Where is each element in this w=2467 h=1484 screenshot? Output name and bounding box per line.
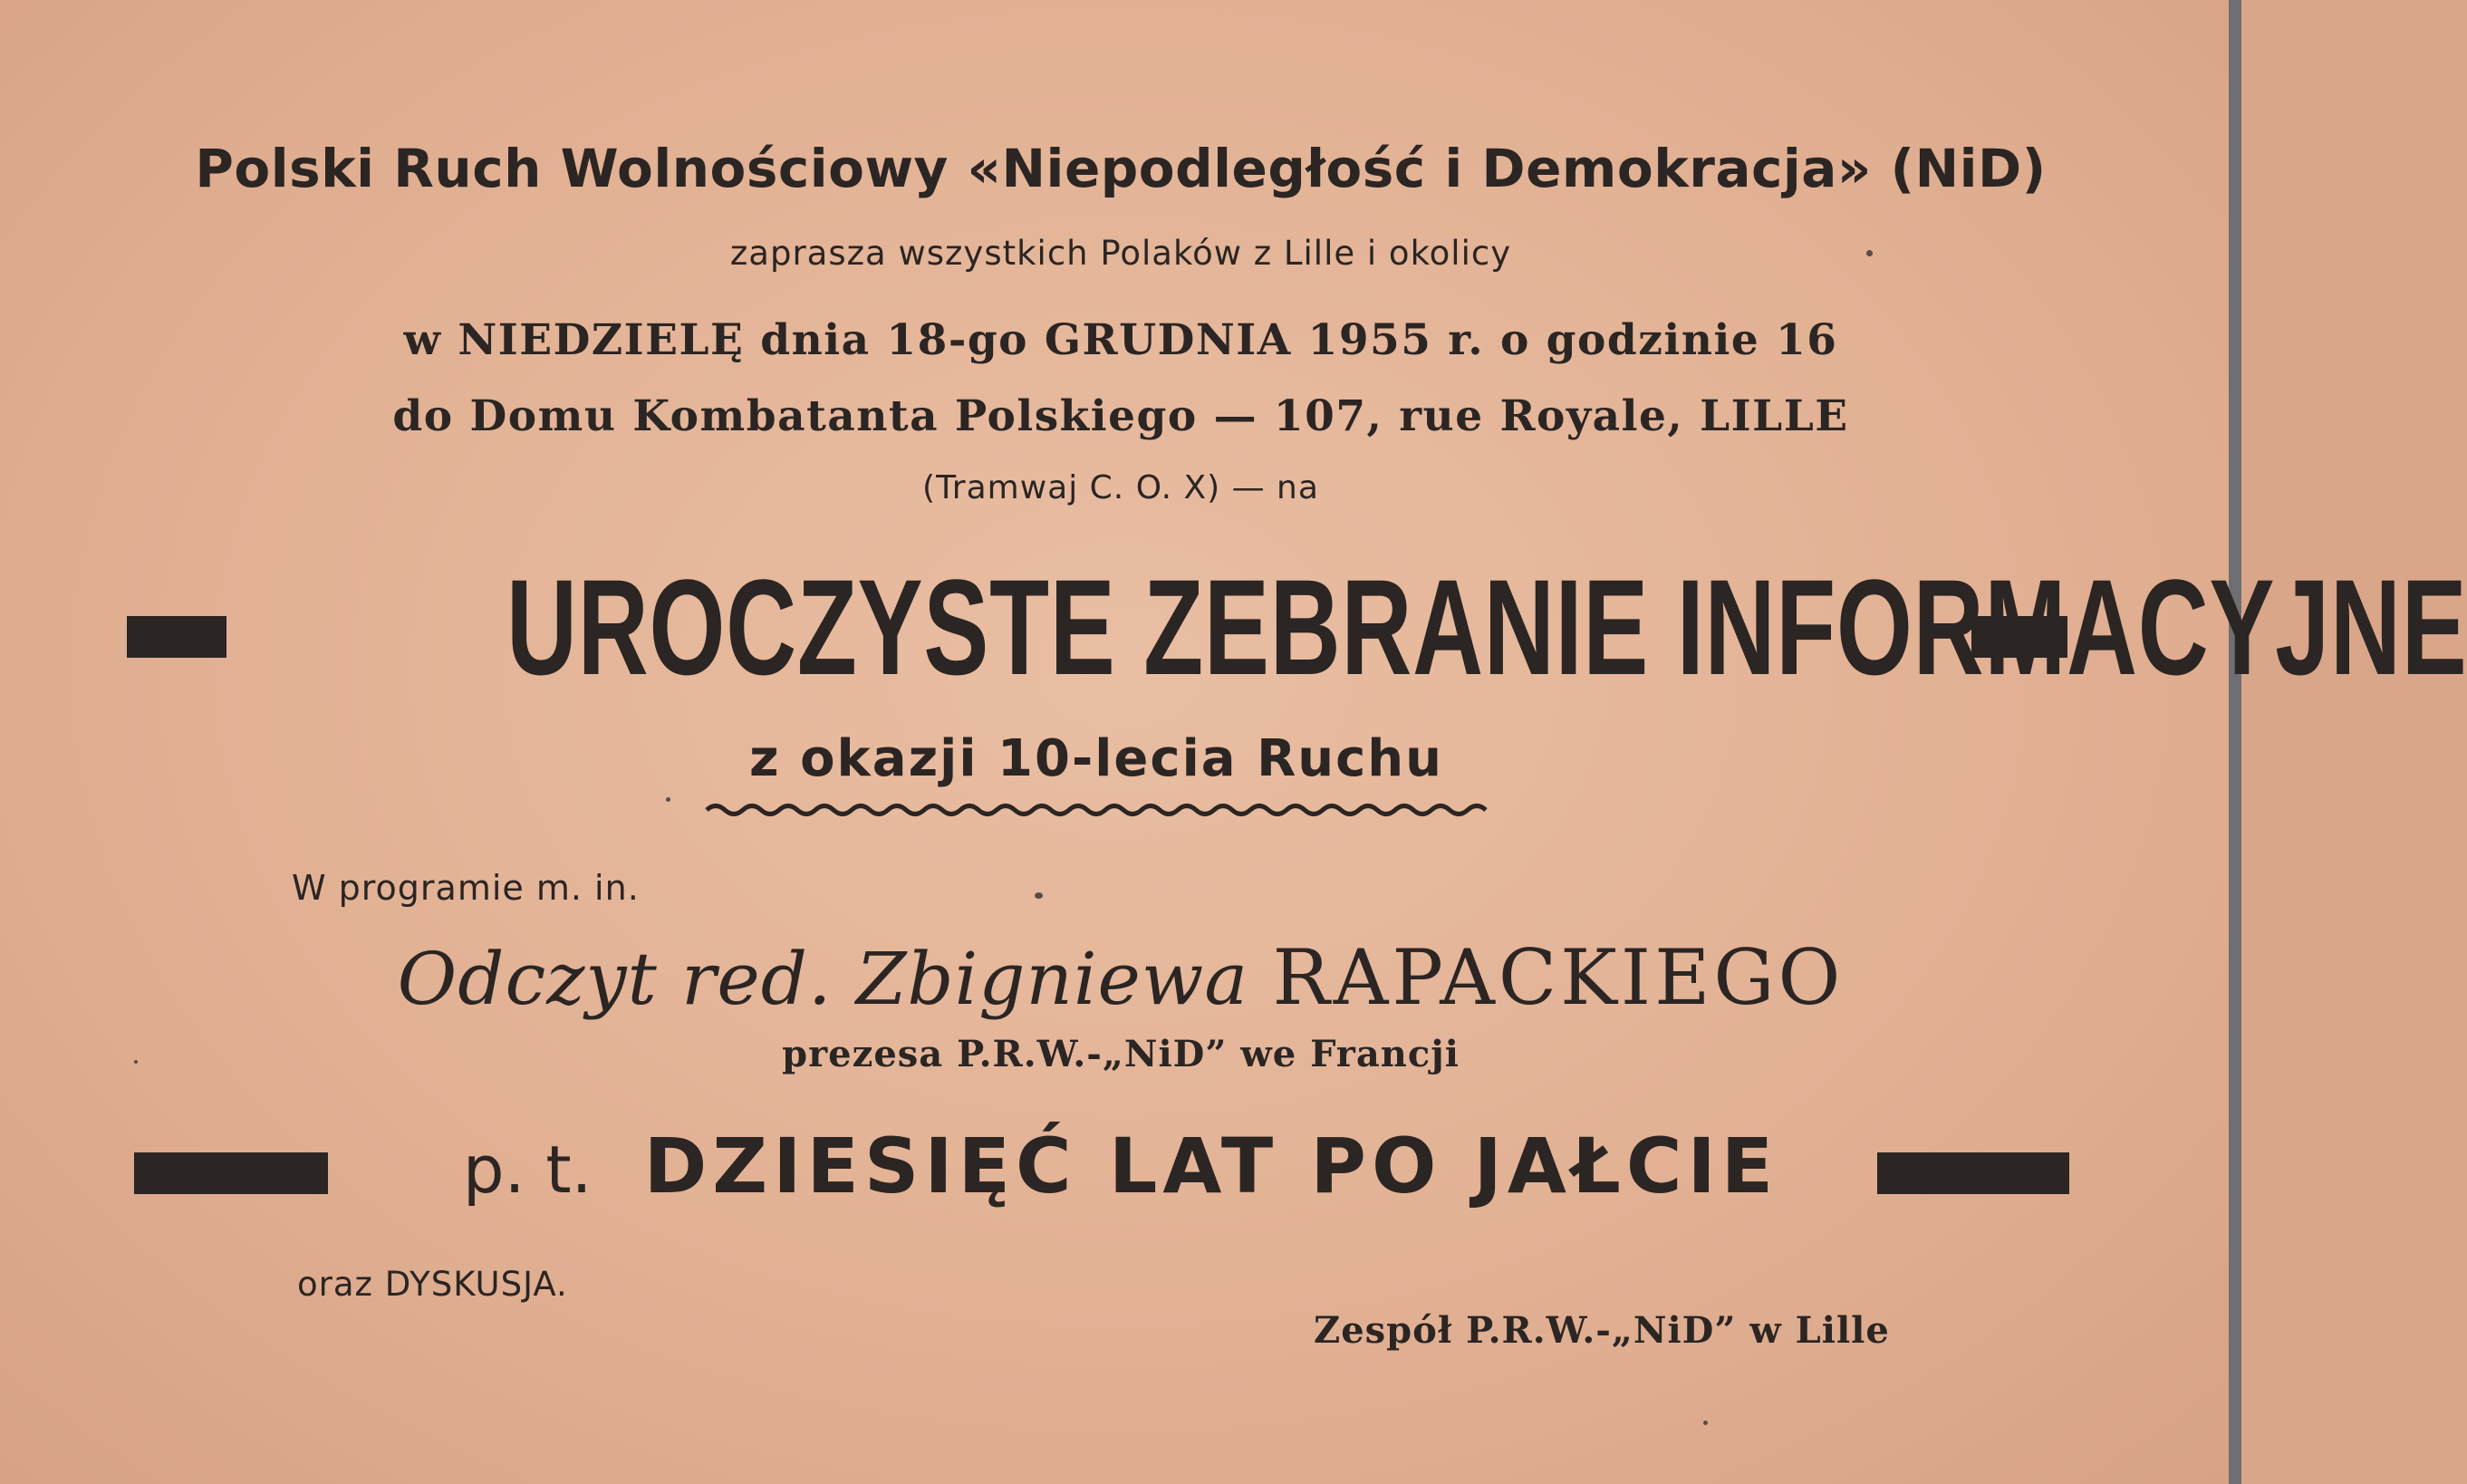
- invitation-text: zaprasza wszystkich Polaków z Lille i okolicy: [729, 234, 1512, 273]
- topic-title: DZIESIĘĆ LAT PO JAŁCIE: [643, 1122, 1779, 1210]
- topic-prefix: p. t.: [462, 1132, 593, 1208]
- paper-speck: [134, 1060, 138, 1064]
- organization-title: Polski Ruch Wolnościowy «Niepodległość i Demokracja» (NiD): [195, 138, 2047, 199]
- event-venue: do Domu Kombatanta Polskiego — 107, rue Royale, LILLE: [392, 391, 1849, 441]
- discussion-note: oraz DYSKUSJA.: [297, 1265, 568, 1304]
- lecture-prefix: Odczyt red. Zbigniewa: [397, 937, 1249, 1021]
- paper-speck: [1035, 892, 1043, 899]
- lecture-line: [0, 933, 2241, 1022]
- headline-row: [0, 551, 2467, 703]
- signature: Zespół P.R.W.-„NiD” w Lille: [1314, 1309, 1890, 1352]
- paper-speck: [1703, 1421, 1708, 1425]
- paper-speck: [666, 797, 670, 802]
- speaker-role: prezesa P.R.W.-„NiD” we Francji: [782, 1033, 1460, 1075]
- occasion-block: [698, 729, 1495, 829]
- wavy-underline: [707, 800, 1486, 820]
- tram-info: (Tramwaj C. O. X) — na: [922, 469, 1319, 506]
- event-headline: UROCZYSTE ZEBRANIE INFORMACYJNE: [506, 551, 2467, 703]
- event-date: w NIEDZIELĘ dnia 18-go GRUDNIA 1955 r. o godzinie 16: [403, 315, 1838, 365]
- paper-speck: [1866, 250, 1873, 256]
- occasion-text: z okazji 10-lecia Ruchu: [748, 729, 1443, 788]
- scan-edge: [2229, 0, 2241, 1484]
- program-intro: W programie m. in.: [292, 868, 640, 908]
- lecturer-surname: RAPACKIEGO: [1272, 933, 1845, 1022]
- topic-line: [0, 1122, 2241, 1210]
